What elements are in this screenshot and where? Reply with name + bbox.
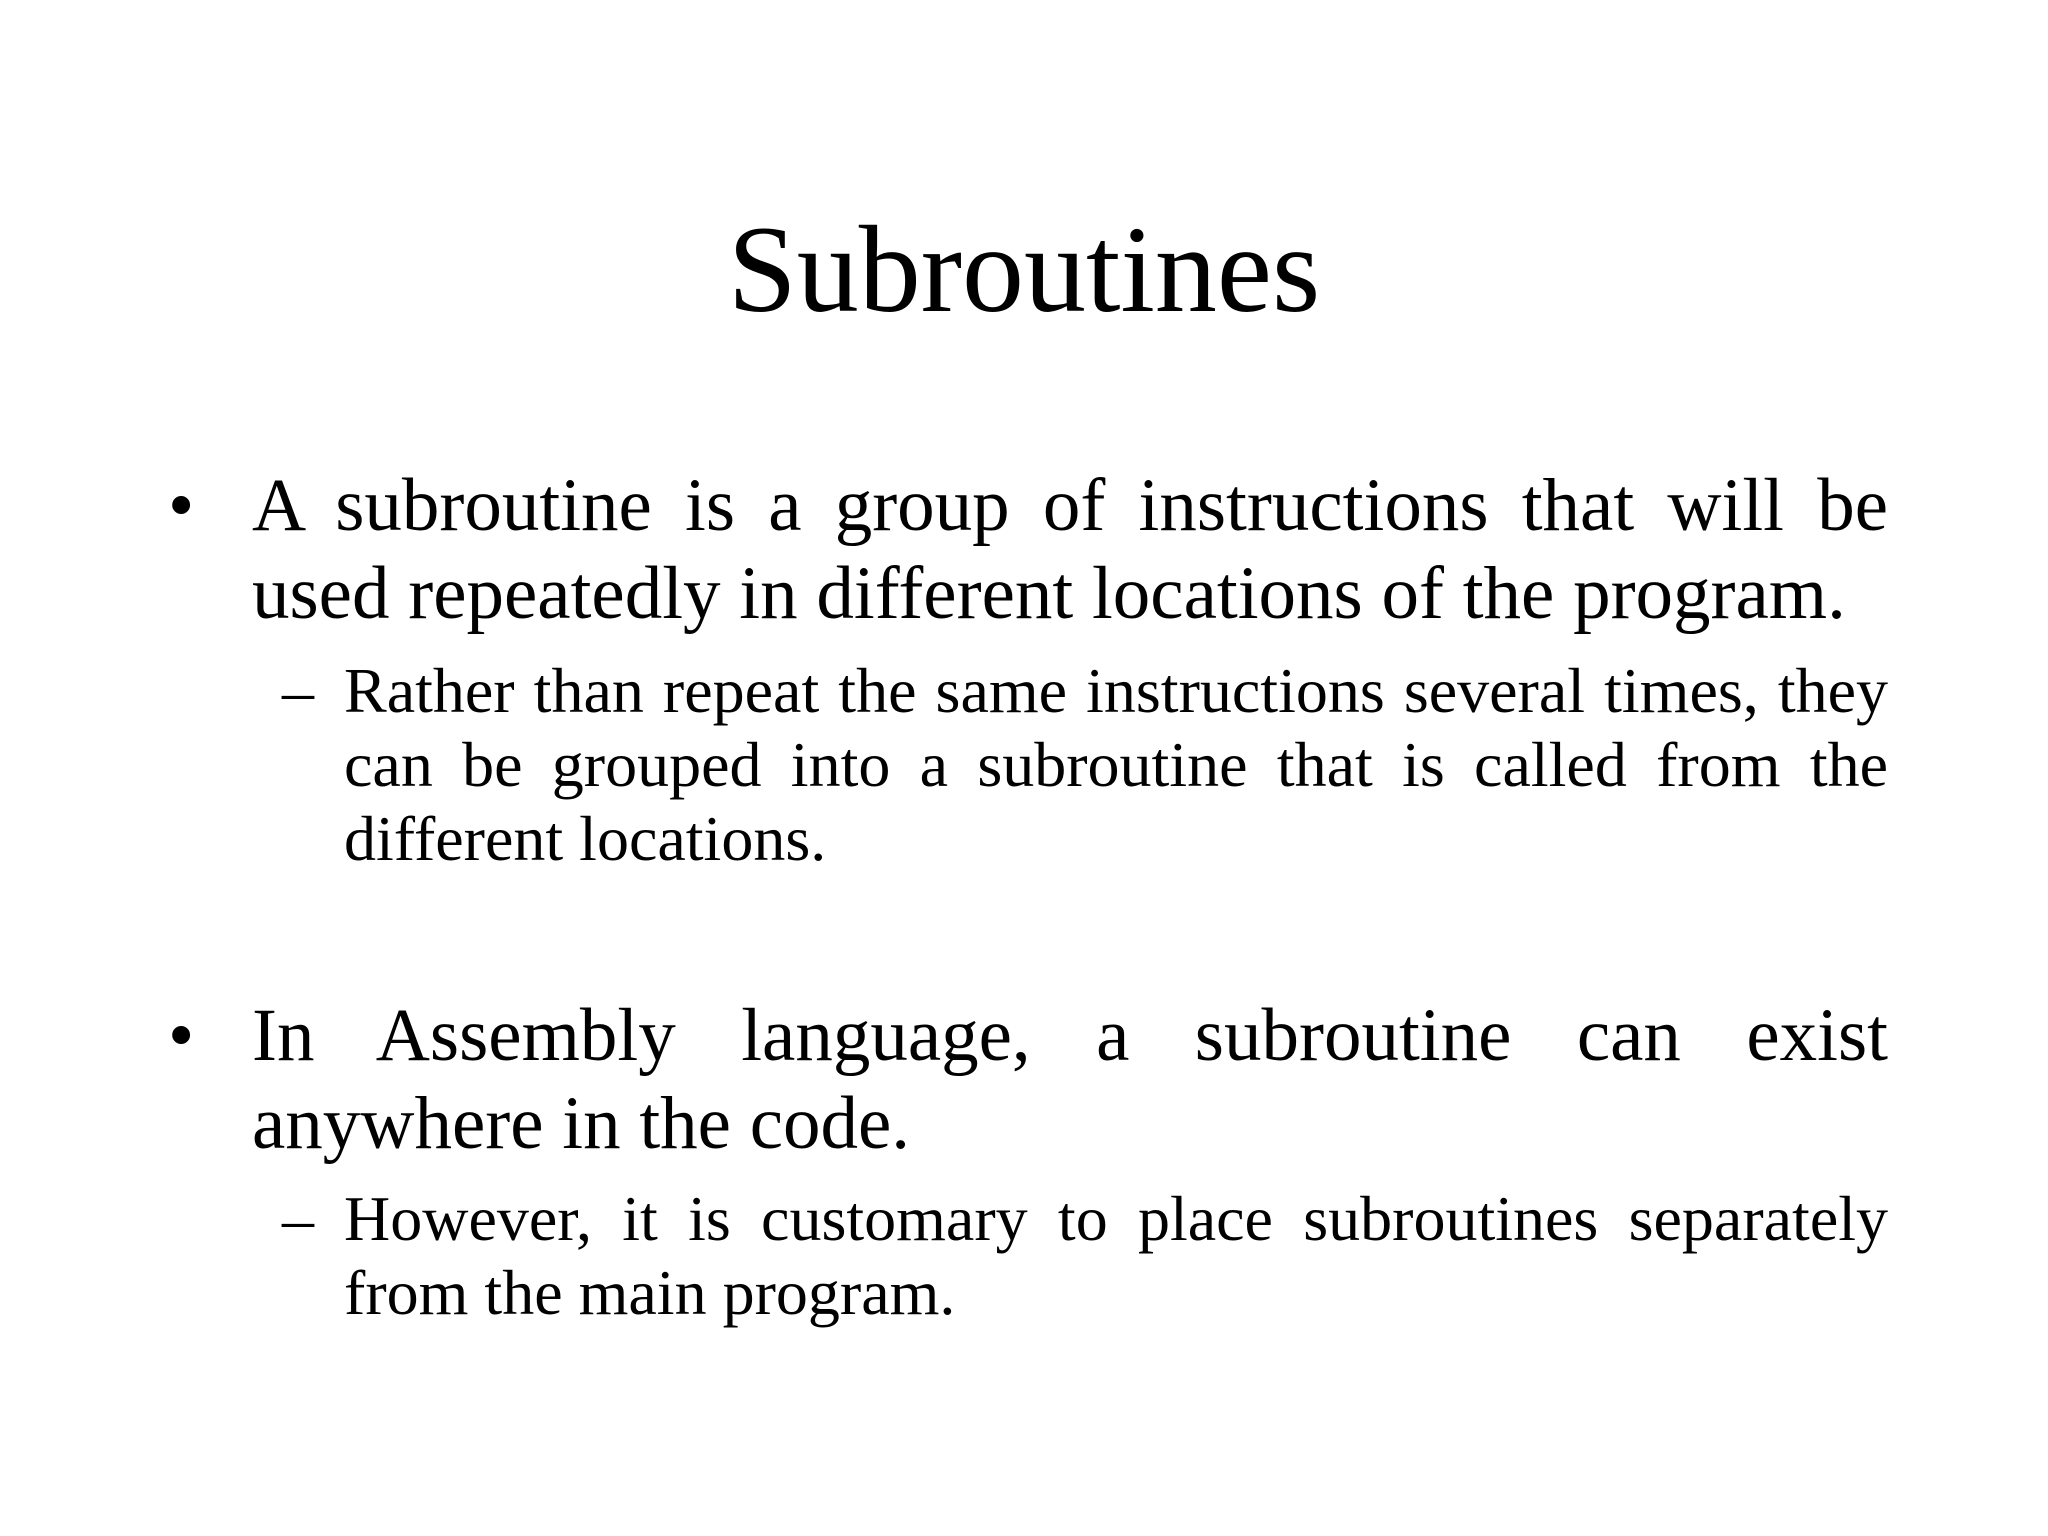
bullet-text: In Assembly language, a subroutine can exist anywhere in the code.: [252, 994, 1888, 1165]
bullet-point-2: [168, 992, 1888, 1168]
sub-text: However, it is customary to place subroutines separately from the main program.: [344, 1183, 1888, 1328]
sub-text: Rather than repeat the same instructions several times, they can be grouped into a subroutine that is called from the different locations.: [344, 655, 1888, 874]
slide-body: [168, 462, 1888, 1330]
bullet-marker: •: [168, 994, 195, 1077]
bullet-text: A subroutine is a group of instructions that will be used repeatedly in different locations of the program.: [252, 464, 1888, 635]
sub-marker: –: [282, 1183, 314, 1254]
sub-marker: –: [282, 655, 314, 726]
sub-point-2: [168, 1182, 1888, 1330]
bullet-marker: •: [168, 464, 195, 547]
sub-point-1: [168, 654, 1888, 876]
slide-title: Subroutines: [727, 201, 1321, 338]
bullet-point-1: [168, 462, 1888, 638]
